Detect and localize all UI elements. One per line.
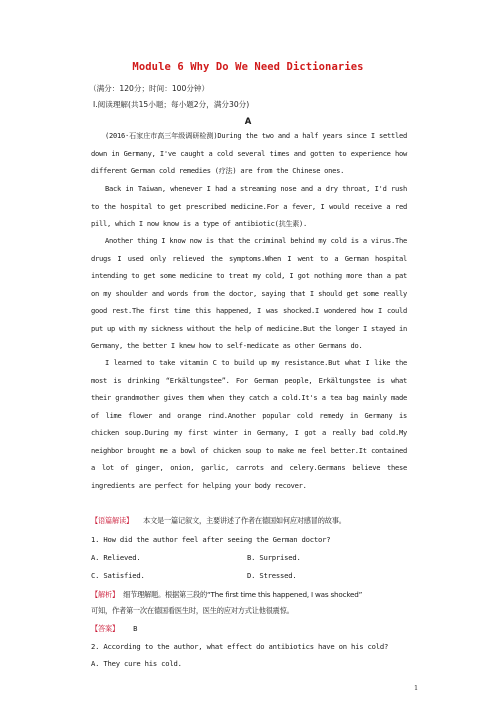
passage-letter: A — [244, 117, 252, 127]
explanation-label: 【解析】 — [91, 590, 119, 599]
q1-option-d: D. Stressed. — [247, 571, 297, 580]
passage-paragraph-2: Back in Taiwan, whenever I had a streaming nose and a dry throat, I'd rush to the hospital to get prescribed medicine.For a fever, I would receive a red pill, which I now know is a type of antibiotic(抗生素). — [91, 184, 407, 228]
exam-meta: （满分：120分；时间：100分钟） — [89, 84, 210, 93]
explanation-text-2: 可知，作者第一次在德国看医生时，医生的应对方式让他很震惊。 — [91, 606, 294, 615]
guide-label: 【语篇解读】 — [91, 516, 133, 525]
answer-label: 【答案】 — [91, 624, 119, 633]
answer-line — [91, 624, 137, 634]
q1-option-b: B. Surprised. — [247, 553, 301, 562]
section-heading: Ⅰ.阅读理解(共15小题；每小题2分，满分30分) — [93, 100, 250, 109]
page-number: 1 — [414, 684, 419, 692]
passage-paragraph-4: I learned to take vitamin C to build up my resistance.But what I like the most is drinking “Erkältungstee”. For German people, Erkältungstee is what their grandmother gives them when they catch a cold.It's a tea bag mainly made of lime flower and orange rind.Another popular cold remedy in Germany is chicken soup.During my first winter in Germany, I got a really bad cold.My neighbor brought me a bowl of chicken soup to make me feel better.It contained a lot of ginger, onion, garlic, carrots and celery.Germans believe these ingredients are perfect for helping your body recover. — [91, 358, 407, 490]
question-2: 2. According to the author, what effect do antibiotics have on his cold? — [91, 642, 389, 651]
document-title: Module 6 Why Do We Need Dictionaries — [132, 61, 364, 73]
passage-paragraph-1: (2016·石家庄市高三年级调研检测)During the two and a half years since I settled down in Germany, I've caught a cold several times and gotten to experience how different German cold remedies (疗法) are from the Chinese ones. — [91, 131, 407, 175]
q2-option-a: A. They cure his cold. — [91, 659, 182, 668]
explanation-line-1 — [91, 590, 362, 600]
passage-paragraph-3: Another thing I know now is that the criminal behind my cold is a virus.The drugs I used only relieved the symptoms.When I went to a German hospital intending to get some medicine to treat my cold, I got nothing more than a pat on my shoulder and words from the doctor, saying that I should get some really good rest.The first time this happened, I was shocked.I wondered how I could put up with my sickness without the help of medicine.But the longer I stayed in Germany, the better I knew how to self-medicate as other Germans do. — [91, 236, 407, 350]
q1-option-a: A. Relieved. — [91, 553, 141, 562]
explanation-text-1: 细节理解题。根据第三段的“The first time this happened, I was shocked” — [123, 590, 363, 599]
guide-line — [91, 516, 346, 526]
q1-option-c: C. Satisfied. — [91, 571, 145, 580]
answer-value: B — [133, 624, 138, 633]
question-1: 1. How did the author feel after seeing the German doctor? — [91, 535, 331, 544]
guide-text: 本文是一篇记叙文，主要讲述了作者在德国如何应对感冒的故事。 — [143, 516, 346, 525]
